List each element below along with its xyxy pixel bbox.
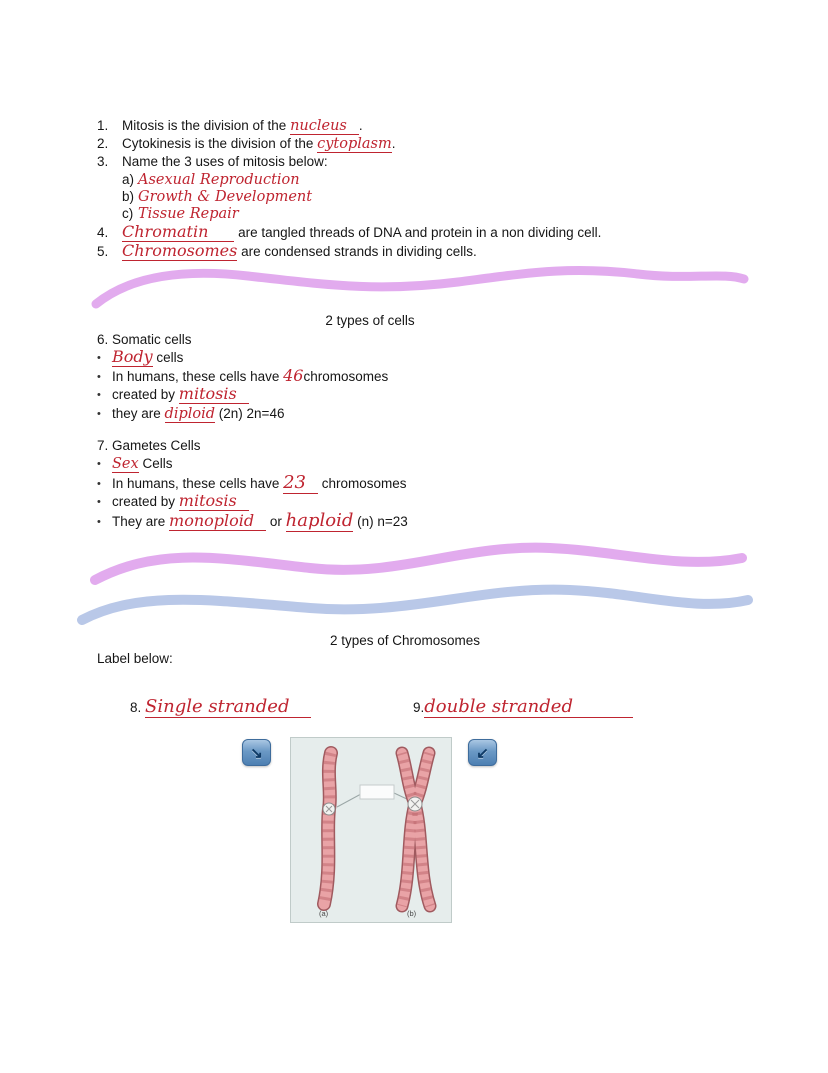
somatic-bullet-2-pre: In humans, these cells have	[112, 368, 284, 384]
bullet-marker: •	[97, 352, 101, 364]
bullet-marker: •	[97, 458, 101, 470]
somatic-bullet-4-post: (2n) 2n=46	[215, 405, 285, 421]
wavy-divider-blue	[82, 590, 748, 620]
question-9	[413, 698, 633, 716]
question-1-period: .	[358, 118, 363, 133]
wavy-divider-group-2	[70, 528, 765, 636]
handwritten-answer-monoploid: monoploid	[169, 511, 266, 531]
gametes-bullet-2-post: chromosomes	[318, 475, 407, 491]
question-4-number: 4.	[97, 225, 109, 240]
figure-label-b: (b)	[407, 909, 417, 918]
bullet-marker: •	[97, 477, 101, 490]
question-8	[130, 698, 311, 716]
arrow-down-left-icon: ↙	[476, 744, 489, 762]
handwritten-answer-mitosis-1: mitosis	[179, 384, 249, 404]
gametes-cells-block	[97, 437, 408, 531]
question-5-number: 5.	[97, 244, 109, 259]
chromosome-figure	[290, 737, 452, 923]
handwritten-answer-asexual-reproduction: Asexual Reproduction	[138, 172, 300, 188]
sub-label-a: a)	[122, 172, 135, 187]
handwritten-answer-body: Body	[112, 347, 153, 366]
gametes-bullet-4-pre: They are	[112, 513, 170, 529]
bullet-marker: •	[97, 407, 101, 420]
wavy-divider-purple-1	[78, 252, 758, 314]
gametes-bullet-1	[97, 455, 408, 474]
handwritten-answer-tissue-repair: Tissue Repair	[138, 206, 239, 222]
leader-label-box	[360, 785, 394, 799]
somatic-bullet-1	[97, 349, 388, 368]
chromosomes-section-heading: 2 types of Chromosomes	[329, 633, 481, 648]
bullet-marker: •	[97, 496, 101, 508]
handwritten-answer-46: 46	[283, 365, 304, 385]
arrow-down-right-button[interactable]	[242, 739, 271, 766]
mitosis-use-a	[122, 171, 601, 188]
question-3-number: 3.	[97, 154, 109, 169]
question-1-number: 1.	[97, 118, 109, 133]
chromosome-illustration	[291, 738, 451, 922]
arrow-down-left-button[interactable]	[468, 739, 497, 766]
somatic-bullet-1-text: cells	[152, 350, 184, 365]
cells-section-heading: 2 types of cells	[325, 313, 415, 328]
handwritten-answer-single-stranded: Single stranded	[145, 696, 311, 718]
question-9-number: 9.	[413, 700, 425, 715]
arrow-down-right-icon: ↘	[250, 744, 263, 762]
question-2-number: 2.	[97, 136, 109, 151]
handwritten-answer-cytoplasm: cytoplasm	[317, 136, 392, 152]
somatic-bullet-4-pre: they are	[112, 405, 165, 421]
single-stranded-chromosome	[323, 753, 335, 904]
somatic-bullet-3-pre: created by	[112, 387, 179, 402]
question-8-number: 8.	[130, 700, 142, 715]
mitosis-use-c	[122, 205, 601, 222]
gametes-bullet-1-text: Cells	[138, 456, 173, 471]
gametes-bullet-2-pre: In humans, these cells have	[112, 475, 284, 491]
wavy-divider-purple-2	[95, 548, 742, 580]
somatic-bullet-2-post: chromosomes	[303, 368, 389, 384]
gametes-bullet-4-mid: or	[266, 513, 286, 529]
bullet-marker: •	[97, 370, 101, 383]
question-1	[97, 117, 601, 135]
question-2-period: .	[391, 136, 396, 151]
handwritten-answer-nucleus: nucleus	[290, 118, 359, 135]
gametes-bullet-2	[97, 471, 408, 494]
gametes-bullet-4-post: (n) n=23	[353, 513, 408, 529]
handwritten-answer-growth-development: Growth & Development	[138, 189, 313, 205]
handwritten-answer-haploid: haploid	[285, 509, 354, 531]
question-3	[97, 153, 601, 171]
question-2-text: Cytokinesis is the division of the	[122, 136, 318, 151]
gametes-bullet-3-pre: created by	[112, 494, 179, 509]
figure-label-a: (a)	[319, 909, 329, 918]
question-4-text: are tangled threads of DNA and protein in a non dividing cell.	[234, 225, 602, 240]
gametes-bullet-4	[97, 509, 408, 532]
gametes-bullet-3	[97, 493, 408, 512]
question-5-text: are condensed strands in dividing cells.	[237, 244, 477, 259]
question-5	[97, 242, 601, 261]
gametes-title: 7. Gametes Cells	[97, 438, 201, 453]
handwritten-answer-chromatin: Chromatin	[122, 222, 234, 242]
sub-label-c: c)	[122, 206, 134, 221]
question-3-text: Name the 3 uses of mitosis below:	[122, 154, 328, 169]
handwritten-answer-23: 23	[283, 472, 318, 494]
handwritten-answer-diploid: diploid	[164, 405, 216, 422]
question-1-text: Mitosis is the division of the	[122, 118, 291, 133]
wave-stroke	[96, 270, 744, 304]
question-4	[97, 223, 601, 242]
sub-label-b: b)	[122, 189, 135, 204]
handwritten-answer-sex: Sex	[112, 456, 139, 472]
bullet-marker: •	[97, 515, 101, 528]
questions-block	[97, 117, 601, 261]
somatic-title: 6. Somatic cells	[97, 332, 192, 347]
bullet-marker: •	[97, 389, 101, 401]
somatic-bullet-4	[97, 405, 388, 424]
somatic-bullet-3	[97, 386, 388, 405]
label-below-text: Label below:	[97, 651, 173, 666]
handwritten-answer-double-stranded: double stranded	[424, 696, 633, 718]
question-2	[97, 135, 601, 153]
handwritten-answer-mitosis-2: mitosis	[179, 491, 249, 511]
mitosis-use-b	[122, 188, 601, 205]
somatic-cells-block	[97, 331, 388, 423]
handwritten-answer-chromosomes: Chromosomes	[122, 241, 238, 260]
